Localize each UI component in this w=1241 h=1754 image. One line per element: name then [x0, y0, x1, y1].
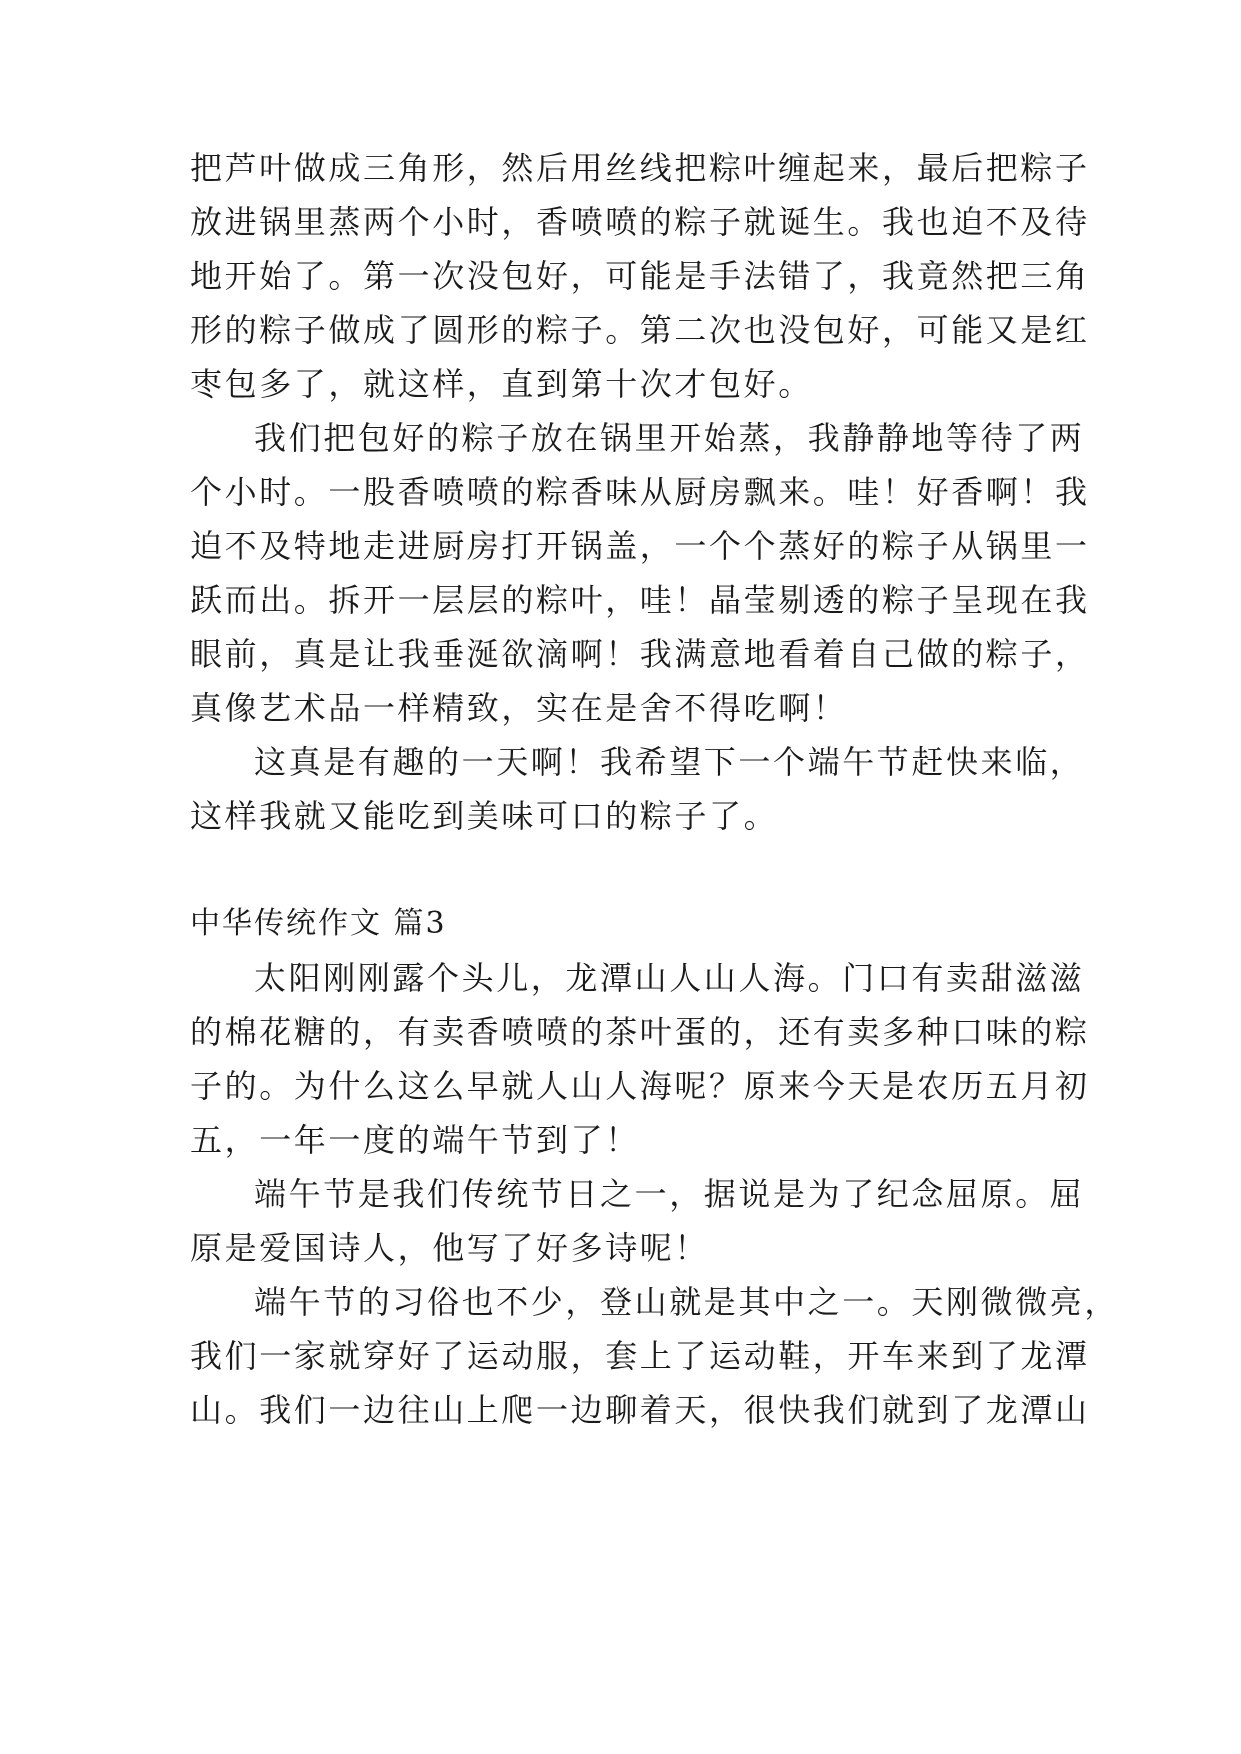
paragraph-line: 把芦叶做成三角形，然后用丝线把粽叶缠起来，最后把粽子 [190, 149, 1090, 187]
paragraph-line: 枣包多了，就这样，直到第十次才包好。 [190, 365, 813, 403]
paragraph-line: 这样我就又能吃到美味可口的粽子了。 [190, 797, 779, 835]
paragraph-line: 端午节的习俗也不少，登山就是其中之一。天刚微微亮， [254, 1283, 1120, 1321]
paragraph-line: 我们一家就穿好了运动服，套上了运动鞋，开车来到了龙潭 [190, 1337, 1090, 1375]
paragraph-line: 的棉花糖的，有卖香喷喷的茶叶蛋的，还有卖多种口味的粽 [190, 1013, 1090, 1051]
paragraph-line: 迫不及特地走进厨房打开锅盖，一个个蒸好的粽子从锅里一 [190, 527, 1090, 565]
paragraph-line: 眼前，真是让我垂涎欲滴啊！我满意地看着自己做的粽子， [190, 635, 1090, 673]
paragraph-line: 我们把包好的粽子放在锅里开始蒸，我静静地等待了两 [254, 419, 1085, 457]
paragraph-line: 真像艺术品一样精致，实在是舍不得吃啊！ [190, 689, 848, 727]
paragraph-line: 原是爱国诗人，他写了好多诗呢！ [190, 1229, 710, 1267]
paragraph-line: 太阳刚刚露个头儿，龙潭山人山人海。门口有卖甜滋滋 [254, 959, 1085, 997]
paragraph-line: 放进锅里蒸两个小时，香喷喷的粽子就诞生。我也迫不及待 [190, 203, 1090, 241]
paragraph-line: 子的。为什么这么早就人山人海呢？原来今天是农历五月初 [190, 1067, 1090, 1105]
section-title: 中华传统作文 篇3 [190, 906, 447, 941]
paragraph-line: 端午节是我们传统节日之一，据说是为了纪念屈原。屈 [254, 1175, 1085, 1213]
paragraph-line: 山。我们一边往山上爬一边聊着天，很快我们就到了龙潭山 [190, 1391, 1090, 1429]
paragraph-line: 这真是有趣的一天啊！我希望下一个端午节赶快来临， [254, 743, 1085, 781]
paragraph-line: 个小时。一股香喷喷的粽香味从厨房飘来。哇！好香啊！我 [190, 473, 1090, 511]
paragraph-line: 五，一年一度的端午节到了！ [190, 1121, 640, 1159]
paragraph-line: 地开始了。第一次没包好，可能是手法错了，我竟然把三角 [190, 257, 1090, 295]
paragraph-line: 跃而出。拆开一层层的粽叶，哇！晶莹剔透的粽子呈现在我 [190, 581, 1090, 619]
paragraph-line: 形的粽子做成了圆形的粽子。第二次也没包好，可能又是红 [190, 311, 1090, 349]
